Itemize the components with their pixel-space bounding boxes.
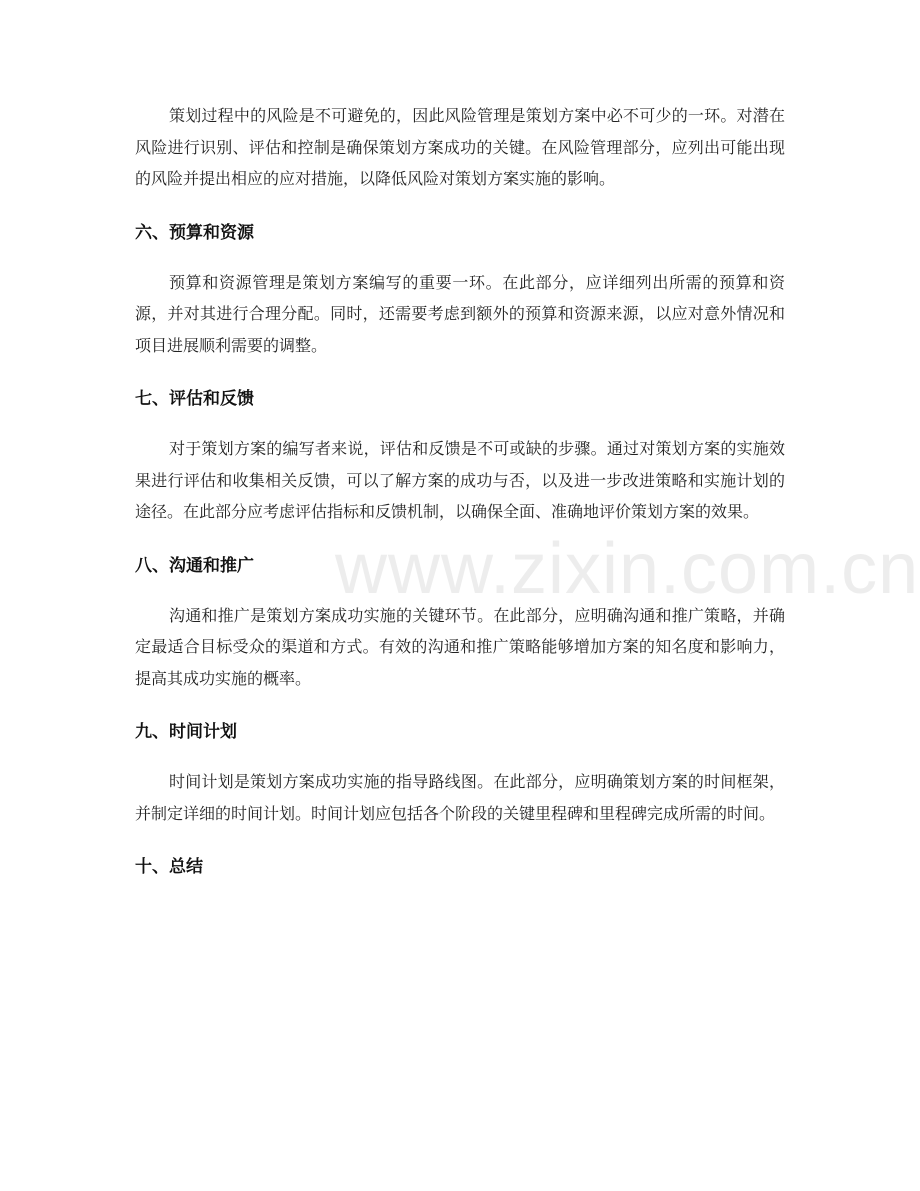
paragraph-communication-promotion: 沟通和推广是策划方案成功实施的关键环节。在此部分，应明确沟通和推广策略，并确定最适合目标受众的渠道和方式。有效的沟通和推广策略能够增加方案的知名度和影响力，提高其成功实施的概率。 (135, 605, 785, 688)
paragraph-budget-resources: 预算和资源管理是策划方案编写的重要一环。在此部分，应详细列出所需的预算和资源，并对其进行合理分配。同时，还需要考虑到额外的预算和资源来源，以应对意外情况和项目进展顺利需要的调整。 (135, 272, 785, 355)
paragraph-risk-management: 策划过程中的风险是不可避免的，因此风险管理是策划方案中必不可少的一环。对潜在风险进行识别、评估和控制是确保策划方案成功的关键。在风险管理部分，应列出可能出现的风险并提出相应的应对措施，以降低风险对策划方案实施的影响。 (135, 106, 785, 188)
heading-time-plan: 九、时间计划 (135, 722, 237, 742)
heading-evaluation-feedback: 七、评估和反馈 (135, 389, 254, 409)
paragraph-time-plan: 时间计划是策划方案成功实施的指导路线图。在此部分，应明确策划方案的时间框架，并制定详细的时间计划。时间计划应包括各个阶段的关键里程碑和里程碑完成所需的时间。 (135, 772, 785, 823)
heading-summary: 十、总结 (135, 857, 203, 877)
heading-budget-resources: 六、预算和资源 (135, 222, 254, 243)
watermark: www.zixin.com.cn (335, 529, 920, 609)
document-body (135, 100, 785, 881)
heading-communication-promotion: 八、沟通和推广 (135, 555, 254, 576)
paragraph-evaluation-feedback: 对于策划方案的编写者来说，评估和反馈是不可或缺的步骤。通过对策划方案的实施效果进行评估和收集相关反馈，可以了解方案的成功与否，以及进一步改进策略和实施计划的途径。在此部分应考虑评估指标和反馈机制，以确保全面、准确地评价策划方案的效果。 (135, 439, 785, 521)
